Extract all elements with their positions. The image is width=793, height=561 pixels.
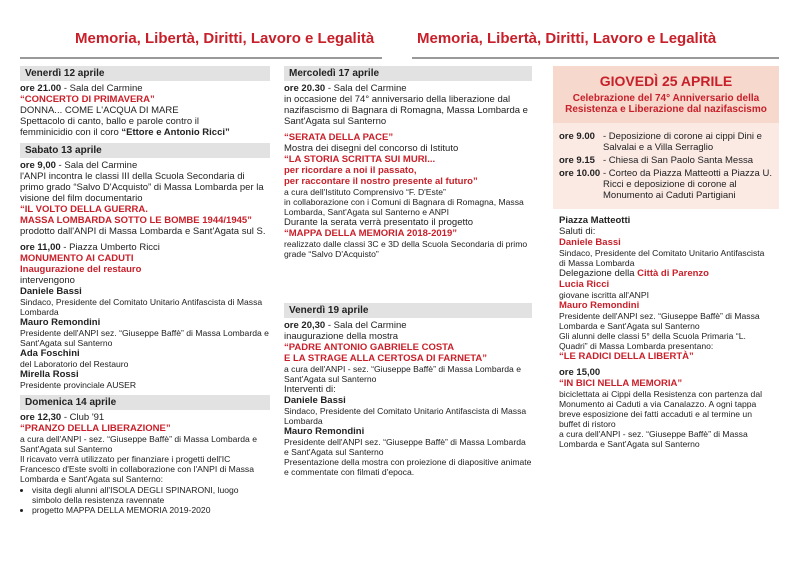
schedule-row xyxy=(559,155,773,166)
section-day: Domenica 14 aprile xyxy=(20,395,270,410)
event-title: per raccontare il nostro presente al futuro” xyxy=(284,176,478,187)
section-day: Venerdì 12 aprile xyxy=(20,66,270,81)
event-title: “IN BICI NELLA MEMORIA” xyxy=(559,378,683,389)
event-time: ore 20,30 xyxy=(284,320,326,331)
schedule-box xyxy=(553,123,779,209)
organizer: a cura dell'ANPI - sez. “Giuseppe Baffè” di Massa Lombarda e Sant'Agata sul Santerno xyxy=(559,429,748,449)
event-title: “SERATA DELLA PACE” xyxy=(284,132,394,143)
speaker-role: Sindaco, Presidente del Comitato Unitario Antifascista di Massa Lombarda xyxy=(559,248,765,268)
highlight-box xyxy=(553,66,779,123)
speaker-name: Mauro Remondini xyxy=(284,426,365,437)
schedule-desc: - Deposizione di corone ai cippi Dini e Salvalai e a Villa Serraglio xyxy=(603,131,762,153)
event-title: “PRANZO DELLA LIBERAZIONE” xyxy=(20,423,171,434)
list-item: • progetto MAPPA DELLA MEMORIA 2019-2020 xyxy=(32,505,270,515)
event-time-line xyxy=(20,83,270,94)
event-title: “IL VOLTO DELLA GUERRA. xyxy=(20,204,148,215)
event-title: “PADRE ANTONIO GABRIELE COSTA xyxy=(284,342,455,353)
collaboration: in collaborazione con i Comuni di Bagnara di Romagna, Massa Lombarda, Sant'Agata sul Santerno e ANPI xyxy=(284,197,524,217)
celebration-subtitle: Celebrazione del 74° Anniversario della Resistenza e Liberazione dal nazifascismo xyxy=(565,93,767,115)
event-title: “MAPPA DELLA MEMORIA 2018-2019” xyxy=(284,228,457,239)
event-time-line xyxy=(284,320,532,331)
event-place: - Piazza Umberto Ricci xyxy=(60,242,160,253)
header-divider-left xyxy=(20,57,382,59)
event-place: - Sala del Carmine xyxy=(61,83,143,94)
speaker-name: Daniele Bassi xyxy=(20,286,82,297)
event-title: per ricordare a noi il passato, xyxy=(284,165,417,176)
event-text: Gli alunni delle classi 5° della Scuola Primaria “L. Quadri” di Massa Lombarda presentano: xyxy=(559,331,746,351)
schedule-desc: - Corteo da Piazza Matteotti a Piazza U. Ricci e deposizione di corone al Monumento ai Caduti Partigiani xyxy=(603,168,772,201)
event-time-line xyxy=(20,412,270,423)
event-text: Spettacolo di canto, ballo e parole contro il xyxy=(20,116,200,127)
speaker-name: Ada Foschini xyxy=(20,348,80,359)
event-time: ore 21.00 xyxy=(20,83,62,94)
event-text: realizzato dalle classi 3C e 3D della Scuola Secondaria di primo grade “Salvo D'Acquisto” xyxy=(284,239,528,259)
schedule-time: ore 9.00 xyxy=(559,131,595,142)
event-text: femminicidio con il coro xyxy=(20,127,122,138)
speaker-role: Sindaco, Presidente del Comitato Unitario Antifascista di Massa Lombarda xyxy=(20,297,263,317)
column-right xyxy=(553,66,779,449)
event-title: E LA STRAGE ALLA CERTOSA DI FARNETA” xyxy=(284,353,488,364)
event-text: Mostra dei disegni del concorso di Istituto xyxy=(284,143,459,154)
header-title-left: Memoria, Libertà, Diritti, Lavoro e Legalità xyxy=(75,30,375,47)
main-date: GIOVEDÌ 25 APRILE xyxy=(599,73,733,89)
speaker-name: Mauro Remondini xyxy=(559,300,640,311)
column-left xyxy=(20,66,270,515)
delegation-label: Delegazione della xyxy=(559,268,638,279)
organizer: a cura dell'Istituto Comprensivo “F. D'Este” xyxy=(284,187,446,197)
speaker-name: Daniele Bassi xyxy=(559,237,621,248)
event-time: ore 11,00 xyxy=(20,242,61,253)
section-day: Sabato 13 aprile xyxy=(20,143,270,158)
event-place: - Club '91 xyxy=(61,412,105,423)
header-divider-right xyxy=(412,57,779,59)
event-time-line xyxy=(284,83,532,94)
greetings-label: Saluti di: xyxy=(559,226,596,237)
event-text: inaugurazione della mostra xyxy=(284,331,399,342)
delegation-city: Città di Parenzo xyxy=(637,268,709,279)
event-time: ore 9,00 xyxy=(20,160,56,171)
speaker-role: del Laboratorio del Restauro xyxy=(20,359,129,369)
event-title: “LE RADICI DELLA LIBERTÀ” xyxy=(559,351,694,362)
event-text: biciclettata ai Cippi della Resistenza con partenza dal Monumento ai Caduti a via Canalazzo. A ogni tappa breve esposizione dei fatti accaduti e al termine un buffet di ristoro xyxy=(559,389,763,429)
speaker-role: Presidente provinciale AUSER xyxy=(20,380,137,390)
delegation-line xyxy=(559,268,773,279)
event-text-line xyxy=(20,127,270,138)
event-place: - Sala del Carmine xyxy=(325,320,407,331)
speaker-name: Mirella Rossi xyxy=(20,369,79,380)
choir-name: “Ettore e Antonio Ricci” xyxy=(121,127,230,138)
organizer: a cura dell'ANPI - sez. “Giuseppe Baffè” di Massa Lombarda e Sant'Agata sul Santerno xyxy=(20,434,257,454)
event-text: intervengono xyxy=(20,275,75,286)
event-place: - Sala del Carmine xyxy=(55,160,138,171)
speaker-role: Presidente dell'ANPI sez. “Giuseppe Baffè” di Massa Lombarda e Sant'Agata sul Santerno xyxy=(559,311,760,331)
event-text: Durante la serata verrà presentato il progetto xyxy=(284,217,474,228)
event-time-line xyxy=(20,242,270,253)
event-title: “LA STORIA SCRITTA SUI MURI... xyxy=(284,154,436,165)
organizer: a cura dell'ANPI - sez. “Giuseppe Baffè” di Massa Lombarda e Sant'Agata sul Santerno xyxy=(284,364,521,384)
event-time-line xyxy=(20,160,270,171)
event-title: “CONCERTO DI PRIMAVERA” xyxy=(20,94,155,105)
event-time: ore 12,30 xyxy=(20,412,62,423)
event-place: - Sala del Carmine xyxy=(325,83,407,94)
speaker-role: Presidente dell'ANPI sez. “Giuseppe Baffè” di Massa Lombarda e Sant'Agata sul Santerno xyxy=(284,437,526,457)
project-list xyxy=(20,485,270,515)
section-day: Mercoledì 17 aprile xyxy=(284,66,532,81)
speaker-role: Sindaco, Presidente del Comitato Unitario Antifascista di Massa Lombarda xyxy=(284,406,527,426)
event-time: ore 15,00 xyxy=(559,367,601,378)
column-middle xyxy=(284,66,532,477)
header-title-right: Memoria, Libertà, Diritti, Lavoro e Legalità xyxy=(417,30,717,47)
event-title: Inaugurazione del restauro xyxy=(20,264,142,275)
event-title: MONUMENTO AI CADUTI xyxy=(20,253,134,264)
event-text: Il ricavato verrà utilizzato per finanziare i progetti dell'IC Francesco d'Este svolti in collaborazione con l'ANPI di Massa Lombarda e Sant'Agata sul Santerno: xyxy=(20,454,254,484)
event-title: MASSA LOMBARDA SOTTO LE BOMBE 1944/1945” xyxy=(20,215,252,226)
event-text: Interventi di: xyxy=(284,384,336,395)
event-text: Presentazione della mostra con proiezione di diapositive animate e commentate con filmati d'epoca. xyxy=(284,457,532,477)
schedule-time: ore 9.15 xyxy=(559,155,595,166)
speaker-role: Presidente dell'ANPI sez. “Giuseppe Baffè” di Massa Lombarda e Sant'Agata sul Santerno xyxy=(20,328,269,348)
schedule-time: ore 10.00 xyxy=(559,168,601,179)
event-time: ore 20.30 xyxy=(284,83,326,94)
speaker-name: Mauro Remondini xyxy=(20,317,101,328)
event-text: l'ANPI incontra le classi III della Scuola Secondaria di primo grado “Salvo D'Acquisto” di Massa Lombarda per la visione del film documentario xyxy=(20,171,264,204)
speaker-name: Lucia Ricci xyxy=(559,279,610,290)
event-text: DONNA... COME L'ACQUA DI MARE xyxy=(20,105,179,116)
afternoon-section xyxy=(553,209,779,449)
section-day: Venerdì 19 aprile xyxy=(284,303,532,318)
speaker-name: Daniele Bassi xyxy=(284,395,346,406)
speaker-role: giovane iscritta all'ANPI xyxy=(559,290,650,300)
schedule-row xyxy=(559,168,773,201)
schedule-row xyxy=(559,131,773,153)
schedule-desc: - Chiesa di San Paolo Santa Messa xyxy=(603,155,753,166)
location-title: Piazza Matteotti xyxy=(559,215,631,226)
list-item: • visita degli alunni all'ISOLA DEGLI SPINARONI, luogo simbolo della resistenza ravennate xyxy=(32,485,270,505)
event-text: prodotto dall'ANPI di Massa Lombarda e Sant'Agata sul S. xyxy=(20,226,266,237)
event-text: in occasione del 74° anniversario della liberazione dal nazifascismo di Bagnara di Romagna, Massa Lombarda e Sant'Agata sul Santerno xyxy=(284,94,528,127)
